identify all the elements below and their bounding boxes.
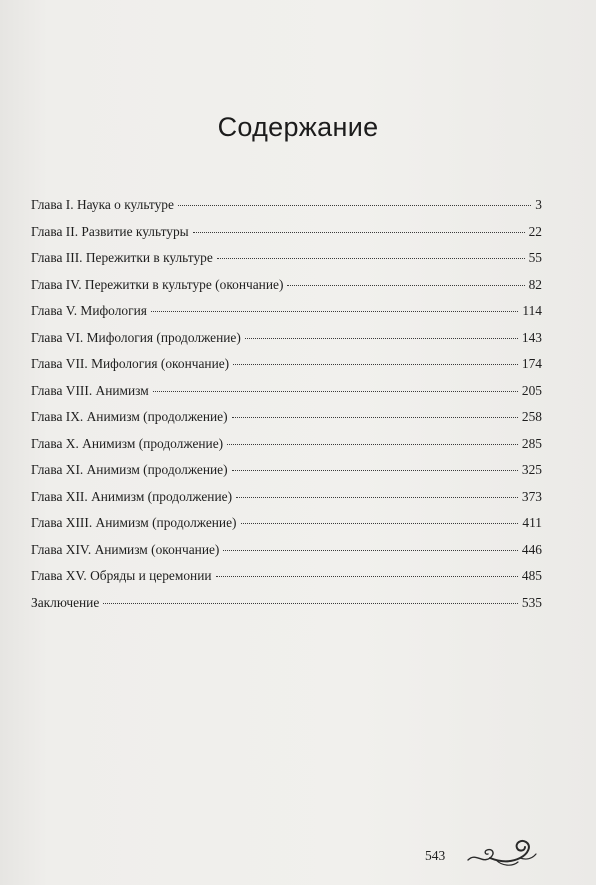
toc-entry xyxy=(31,462,542,489)
toc-entry xyxy=(31,224,542,251)
toc-entry-page: 114 xyxy=(522,303,542,318)
dot-leader xyxy=(241,523,519,524)
toc-entry xyxy=(31,277,542,304)
toc-entry-page: 258 xyxy=(521,409,542,424)
page-number: 543 xyxy=(425,848,446,863)
dot-leader xyxy=(217,258,525,259)
toc-entry xyxy=(31,542,542,569)
toc-entry xyxy=(31,595,542,622)
toc-entry xyxy=(31,330,542,357)
toc-entry-title: Глава XIV. Анимизм (окончание) xyxy=(31,541,220,557)
toc-entry-page: 285 xyxy=(521,435,542,451)
dot-leader xyxy=(236,497,518,498)
toc-entry xyxy=(31,197,542,224)
scroll-flourish-icon xyxy=(466,838,540,868)
toc-entry-page: 446 xyxy=(521,541,542,557)
toc-entry-page: 174 xyxy=(521,356,542,371)
toc-entry xyxy=(31,409,542,436)
toc-entry-page: 411 xyxy=(522,515,542,530)
toc-entry-title: Глава I. Наука о культуре xyxy=(31,197,174,212)
toc-entry-title: Глава VI. Мифология (продолжение) xyxy=(31,329,241,345)
toc-entry-page: 205 xyxy=(521,382,542,398)
toc-entry-title: Глава II. Развитие культуры xyxy=(31,223,189,239)
toc-entry-title: Глава IV. Пережитки в культуре (окончание) xyxy=(31,276,284,292)
toc-entry-title: Глава XIII. Анимизм (продолжение) xyxy=(31,515,237,530)
toc-entry xyxy=(31,250,542,277)
toc-entry-page: 373 xyxy=(521,488,542,504)
page-title: Содержание xyxy=(217,112,379,142)
toc-entry-title: Глава V. Мифология xyxy=(31,303,147,318)
toc-entry xyxy=(31,568,542,595)
dot-leader xyxy=(232,417,518,418)
toc-entry-page: 3 xyxy=(535,197,542,212)
dot-leader xyxy=(193,232,525,233)
table-of-contents xyxy=(31,197,542,621)
dot-leader xyxy=(103,603,518,604)
dot-leader xyxy=(178,205,531,206)
dot-leader xyxy=(287,285,524,286)
toc-entry-page: 143 xyxy=(521,329,542,345)
toc-entry xyxy=(31,515,542,542)
toc-entry xyxy=(31,303,542,330)
toc-entry-title: Глава VIII. Анимизм xyxy=(31,382,149,398)
toc-entry-page: 82 xyxy=(528,276,542,292)
dot-leader xyxy=(223,550,518,551)
dot-leader xyxy=(227,444,518,445)
dot-leader xyxy=(153,391,518,392)
toc-entry-title: Заключение xyxy=(31,594,100,610)
toc-entry xyxy=(31,489,542,516)
toc-entry-title: Глава X. Анимизм (продолжение) xyxy=(31,435,224,451)
toc-entry xyxy=(31,383,542,410)
toc-entry-title: Глава III. Пережитки в культуре xyxy=(31,250,213,265)
dot-leader xyxy=(232,470,518,471)
toc-entry xyxy=(31,356,542,383)
toc-entry-page: 535 xyxy=(521,594,542,610)
dot-leader xyxy=(151,311,519,312)
toc-entry-page: 485 xyxy=(521,568,542,583)
toc-entry-page: 22 xyxy=(528,223,542,239)
toc-entry-title: Глава XII. Анимизм (продолжение) xyxy=(31,488,233,504)
toc-entry-title: Глава VII. Мифология (окончание) xyxy=(31,356,230,371)
toc-entry xyxy=(31,436,542,463)
toc-entry-title: Глава IX. Анимизм (продолжение) xyxy=(31,409,228,424)
toc-entry-page: 55 xyxy=(528,250,542,265)
toc-entry-page: 325 xyxy=(521,462,542,477)
toc-entry-title: Глава XV. Обряды и церемонии xyxy=(31,568,212,583)
dot-leader xyxy=(245,338,518,339)
dot-leader xyxy=(233,364,518,365)
toc-entry-title: Глава XI. Анимизм (продолжение) xyxy=(31,462,228,477)
dot-leader xyxy=(216,576,518,577)
